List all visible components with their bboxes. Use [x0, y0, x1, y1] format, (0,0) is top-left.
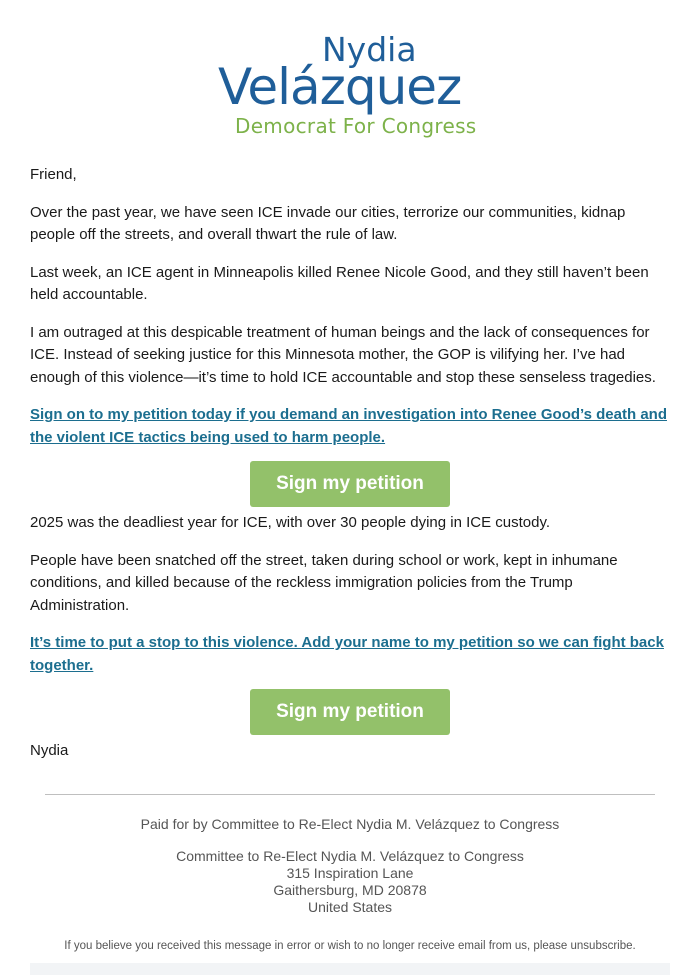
- address-city: Gaithersburg, MD 20878: [273, 882, 427, 898]
- footer-divider: [45, 794, 655, 795]
- campaign-logo: [0, 30, 700, 140]
- greeting: Friend,: [30, 166, 77, 183]
- address-committee: Committee to Re-Elect Nydia M. Velázquez to Congress: [176, 848, 524, 864]
- cta-wrap-2: [30, 689, 670, 735]
- cta-wrap-1: [30, 461, 670, 507]
- paid-for-disclaimer: Paid for by Committee to Re-Elect Nydia M. Velázquez to Congress: [140, 816, 560, 832]
- sign-petition-button-2[interactable]: Sign my petition: [250, 689, 450, 735]
- paragraph-1: Over the past year, we have seen ICE invade our cities, terrorize our communities, kidnap people off the streets, and overall thwart the rule of law.: [30, 203, 626, 243]
- bottom-bar: [30, 963, 670, 975]
- paragraph-2: Last week, an ICE agent in Minneapolis killed Renee Nicole Good, and they still haven’t been held accountable.: [30, 263, 649, 303]
- address-country: United States: [307, 899, 393, 915]
- paragraph-4: 2025 was the deadliest year for ICE, with over 30 people dying in ICE custody.: [30, 514, 551, 531]
- sign-petition-button-1[interactable]: Sign my petition: [250, 461, 450, 507]
- logo-first-name: Nydia: [322, 30, 417, 69]
- petition-link-1[interactable]: Sign on to my petition today if you demand an investigation into Renee Good’s death and the violent ICE tactics being used to harm people.: [30, 406, 667, 446]
- footer: [0, 816, 700, 953]
- address-street: 315 Inspiration Lane: [286, 865, 414, 881]
- logo-tagline: Democrat For Congress: [235, 114, 477, 138]
- paragraph-3: I am outraged at this despicable treatment of human beings and the lack of consequences for ICE. Instead of seeking justice for this Minnesota mother, the GOP is vilifying her. I’ve had enough of this violence—it’s time to hold ICE accountable and stop these senseless tragedies.: [30, 323, 656, 386]
- paragraph-5: People have been snatched off the street, taken during school or work, kept in inhumane conditions, and killed because of the reckless immigration policies from the Trump Administration.: [30, 551, 618, 614]
- mailing-address: [0, 848, 700, 916]
- petition-link-2[interactable]: It’s time to put a stop to this violence. Add your name to my petition so we can fight back together.: [30, 634, 664, 674]
- signature: Nydia: [30, 742, 69, 759]
- unsubscribe-notice[interactable]: If you believe you received this message in error or wish to no longer receive email from us, please unsubscribe.: [64, 940, 636, 952]
- logo-last-name: Velázquez: [218, 58, 462, 116]
- message-content: [30, 164, 670, 778]
